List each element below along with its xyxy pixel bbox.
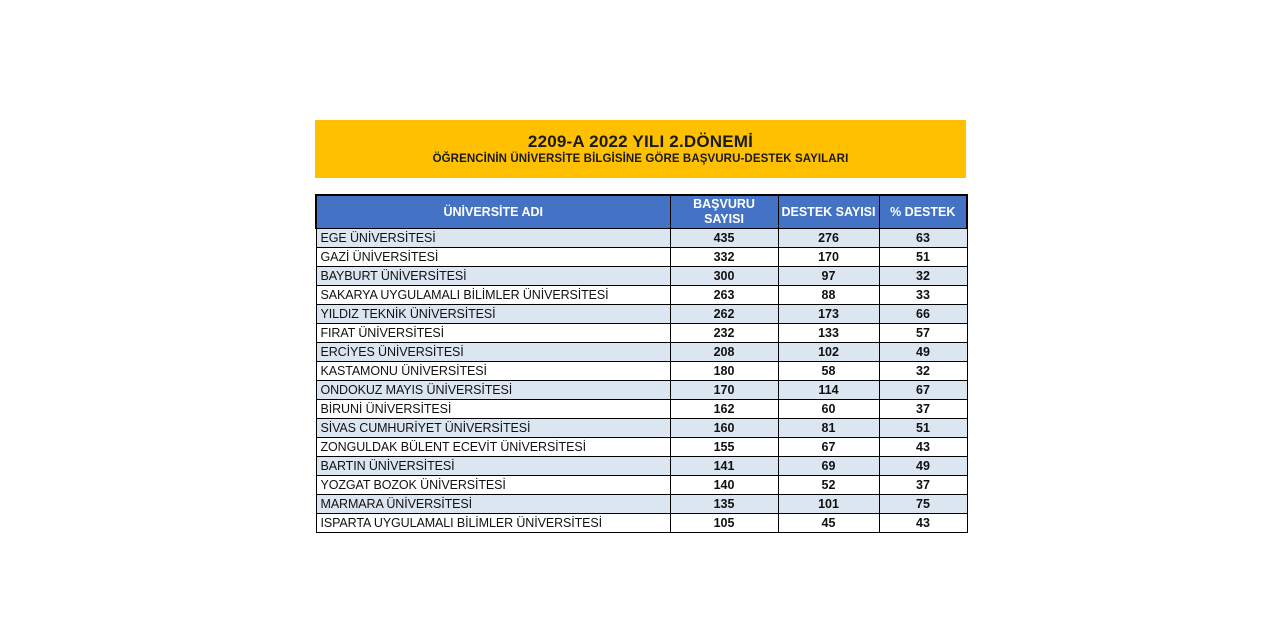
- basvuru-sayisi-cell: 155: [670, 438, 778, 457]
- header-destek-sayisi: DESTEK SAYISI: [778, 195, 879, 229]
- table-header: [316, 195, 967, 229]
- destek-sayisi-cell: 81: [778, 419, 879, 438]
- destek-sayisi-cell: 114: [778, 381, 879, 400]
- university-name-cell: GAZİ ÜNİVERSİTESİ: [316, 248, 670, 267]
- basvuru-sayisi-cell: 170: [670, 381, 778, 400]
- yuzde-destek-cell: 51: [879, 248, 967, 267]
- yuzde-destek-cell: 32: [879, 267, 967, 286]
- university-name-cell: BARTIN ÜNİVERSİTESİ: [316, 457, 670, 476]
- table-row: [316, 343, 967, 362]
- basvuru-sayisi-cell: 160: [670, 419, 778, 438]
- university-name-cell: SİVAS CUMHURİYET ÜNİVERSİTESİ: [316, 419, 670, 438]
- header-yuzde-destek: % DESTEK: [879, 195, 967, 229]
- table-row: [316, 495, 967, 514]
- destek-sayisi-cell: 58: [778, 362, 879, 381]
- destek-sayisi-cell: 102: [778, 343, 879, 362]
- table-row: [316, 400, 967, 419]
- table-row: [316, 248, 967, 267]
- header-universite-adi: ÜNİVERSİTE ADI: [316, 195, 670, 229]
- university-name-cell: YILDIZ TEKNİK ÜNİVERSİTESİ: [316, 305, 670, 324]
- table-row: [316, 324, 967, 343]
- university-name-cell: ERCİYES ÜNİVERSİTESİ: [316, 343, 670, 362]
- university-name-cell: ZONGULDAK BÜLENT ECEVİT ÜNİVERSİTESİ: [316, 438, 670, 457]
- table-row: [316, 229, 967, 248]
- table-container: [315, 194, 970, 530]
- table-row: [316, 457, 967, 476]
- basvuru-sayisi-cell: 141: [670, 457, 778, 476]
- university-name-cell: ISPARTA UYGULAMALI BİLİMLER ÜNİVERSİTESİ: [316, 514, 670, 533]
- basvuru-sayisi-cell: 332: [670, 248, 778, 267]
- university-name-cell: BAYBURT ÜNİVERSİTESİ: [316, 267, 670, 286]
- yuzde-destek-cell: 32: [879, 362, 967, 381]
- destek-sayisi-cell: 170: [778, 248, 879, 267]
- header-row: [316, 195, 967, 229]
- destek-sayisi-cell: 97: [778, 267, 879, 286]
- basvuru-sayisi-cell: 208: [670, 343, 778, 362]
- university-name-cell: BİRUNİ ÜNİVERSİTESİ: [316, 400, 670, 419]
- basvuru-sayisi-cell: 263: [670, 286, 778, 305]
- table-row: [316, 381, 967, 400]
- university-name-cell: EGE ÜNİVERSİTESİ: [316, 229, 670, 248]
- university-name-cell: YOZGAT BOZOK ÜNİVERSİTESİ: [316, 476, 670, 495]
- university-name-cell: KASTAMONU ÜNİVERSİTESİ: [316, 362, 670, 381]
- destek-sayisi-cell: 88: [778, 286, 879, 305]
- table-row: [316, 362, 967, 381]
- yuzde-destek-cell: 43: [879, 438, 967, 457]
- yuzde-destek-cell: 67: [879, 381, 967, 400]
- yuzde-destek-cell: 33: [879, 286, 967, 305]
- header-basvuru-sayisi: BAŞVURU SAYISI: [670, 195, 778, 229]
- destek-sayisi-cell: 52: [778, 476, 879, 495]
- yuzde-destek-cell: 51: [879, 419, 967, 438]
- destek-sayisi-cell: 69: [778, 457, 879, 476]
- table-row: [316, 305, 967, 324]
- yuzde-destek-cell: 37: [879, 476, 967, 495]
- yuzde-destek-cell: 37: [879, 400, 967, 419]
- table-row: [316, 438, 967, 457]
- basvuru-sayisi-cell: 105: [670, 514, 778, 533]
- destek-sayisi-cell: 60: [778, 400, 879, 419]
- university-name-cell: FIRAT ÜNİVERSİTESİ: [316, 324, 670, 343]
- destek-sayisi-cell: 101: [778, 495, 879, 514]
- universities-table: [315, 194, 968, 533]
- university-name-cell: MARMARA ÜNİVERSİTESİ: [316, 495, 670, 514]
- banner-subtitle: ÖĞRENCİNİN ÜNİVERSİTE BİLGİSİNE GÖRE BAŞVURU-DESTEK SAYILARI: [432, 153, 849, 166]
- banner-title: 2209-A 2022 YILI 2.DÖNEMİ: [527, 131, 754, 151]
- yuzde-destek-cell: 57: [879, 324, 967, 343]
- yuzde-destek-cell: 63: [879, 229, 967, 248]
- destek-sayisi-cell: 67: [778, 438, 879, 457]
- destek-sayisi-cell: 133: [778, 324, 879, 343]
- table-row: [316, 286, 967, 305]
- basvuru-sayisi-cell: 232: [670, 324, 778, 343]
- destek-sayisi-cell: 45: [778, 514, 879, 533]
- university-name-cell: SAKARYA UYGULAMALI BİLİMLER ÜNİVERSİTESİ: [316, 286, 670, 305]
- yuzde-destek-cell: 75: [879, 495, 967, 514]
- basvuru-sayisi-cell: 162: [670, 400, 778, 419]
- basvuru-sayisi-cell: 135: [670, 495, 778, 514]
- yuzde-destek-cell: 49: [879, 343, 967, 362]
- basvuru-sayisi-cell: 262: [670, 305, 778, 324]
- table-row: [316, 267, 967, 286]
- table-body: [316, 229, 967, 533]
- basvuru-sayisi-cell: 140: [670, 476, 778, 495]
- yuzde-destek-cell: 66: [879, 305, 967, 324]
- university-name-cell: ONDOKUZ MAYIS ÜNİVERSİTESİ: [316, 381, 670, 400]
- basvuru-sayisi-cell: 180: [670, 362, 778, 381]
- title-banner: [315, 120, 966, 178]
- destek-sayisi-cell: 173: [778, 305, 879, 324]
- basvuru-sayisi-cell: 435: [670, 229, 778, 248]
- destek-sayisi-cell: 276: [778, 229, 879, 248]
- table-row: [316, 514, 967, 533]
- yuzde-destek-cell: 49: [879, 457, 967, 476]
- yuzde-destek-cell: 43: [879, 514, 967, 533]
- basvuru-sayisi-cell: 300: [670, 267, 778, 286]
- table-row: [316, 476, 967, 495]
- table-row: [316, 419, 967, 438]
